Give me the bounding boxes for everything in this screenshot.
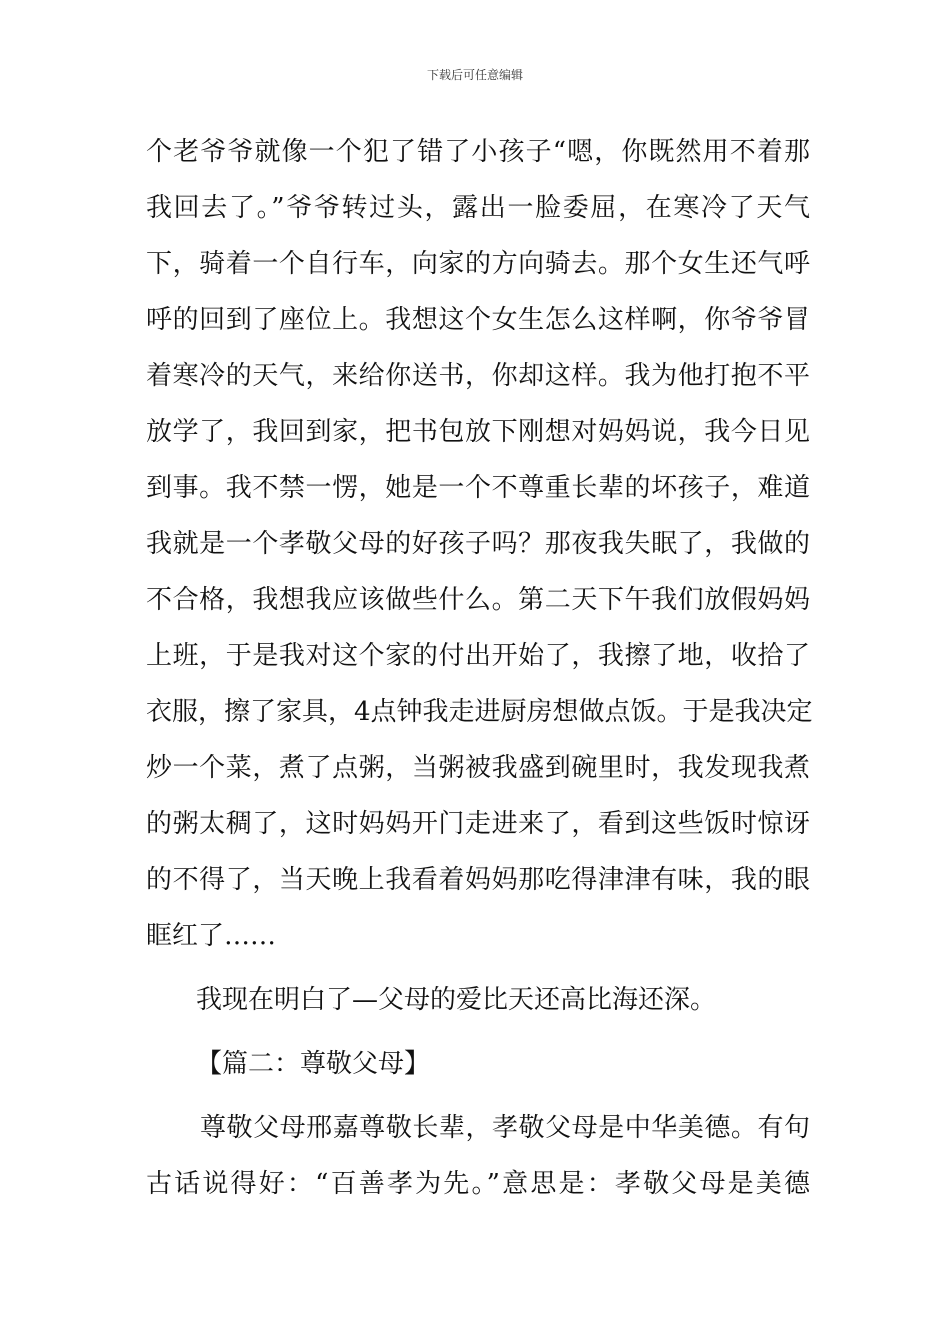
page-header: 下载后可任意编辑	[426, 68, 523, 82]
text-line: 我现在明白了—父母的爱比天还高比海还深。	[196, 985, 717, 1015]
text-line: 到事。我不禁一愣，她是一个不尊重长辈的坏孩子，难道	[146, 473, 810, 503]
text-line: 眶红了……	[146, 921, 277, 951]
text-line: 我就是一个孝敬父母的好孩子吗？那夜我失眠了，我做的	[146, 529, 810, 559]
text-line: 的粥太稠了，这时妈妈开门走进来了，看到这些饭时惊讶	[146, 809, 810, 839]
text-line: 炒一个菜，煮了点粥，当粥被我盛到碗里时，我发现我煮	[146, 753, 810, 783]
paragraph-3	[146, 1106, 810, 1218]
text-line: 呼的回到了座位上。我想这个女生怎么这样啊，你爷爷冒	[146, 305, 810, 335]
text-line: 不合格，我想我应该做些什么。第二天下午我们放假妈妈	[146, 585, 810, 615]
text-line: 的不得了，当天晚上我看着妈妈那吃得津津有味，我的眼	[146, 865, 810, 895]
text-line: 放学了，我回到家，把书包放下刚想对妈妈说，我今日见	[146, 417, 810, 447]
paragraph-1	[146, 130, 813, 970]
text-line: 着寒冷的天气，来给你送书，你却这样。我为他打抱不平	[146, 361, 810, 391]
text-line: 我回去了。”爷爷转过头，露出一脸委屈，在寒冷了天气	[146, 193, 810, 223]
text-line: 个老爷爷就像一个犯了错了小孩子“嗯，你既然用不着那	[146, 137, 810, 167]
text-line: 尊敬父母邢嘉尊敬长辈，孝敬父母是中华美德。有句	[200, 1113, 810, 1143]
document-body	[146, 130, 813, 1218]
paragraph-2	[146, 978, 810, 1034]
section-heading	[146, 1042, 810, 1098]
text-line: 下，骑着一个自行车，向家的方向骑去。那个女生还气呼	[146, 249, 810, 279]
text-line: 上班，于是我对这个家的付出开始了，我擦了地，收拾了	[146, 641, 810, 671]
section-title: 【篇二：尊敬父母】	[196, 1049, 431, 1079]
text-line: 古话说得好：“百善孝为先。”意思是：孝敬父母是美德	[146, 1169, 810, 1199]
text-line: 衣服，擦了家具，4点钟我走进厨房想做点饭。于是我决定	[146, 697, 813, 727]
